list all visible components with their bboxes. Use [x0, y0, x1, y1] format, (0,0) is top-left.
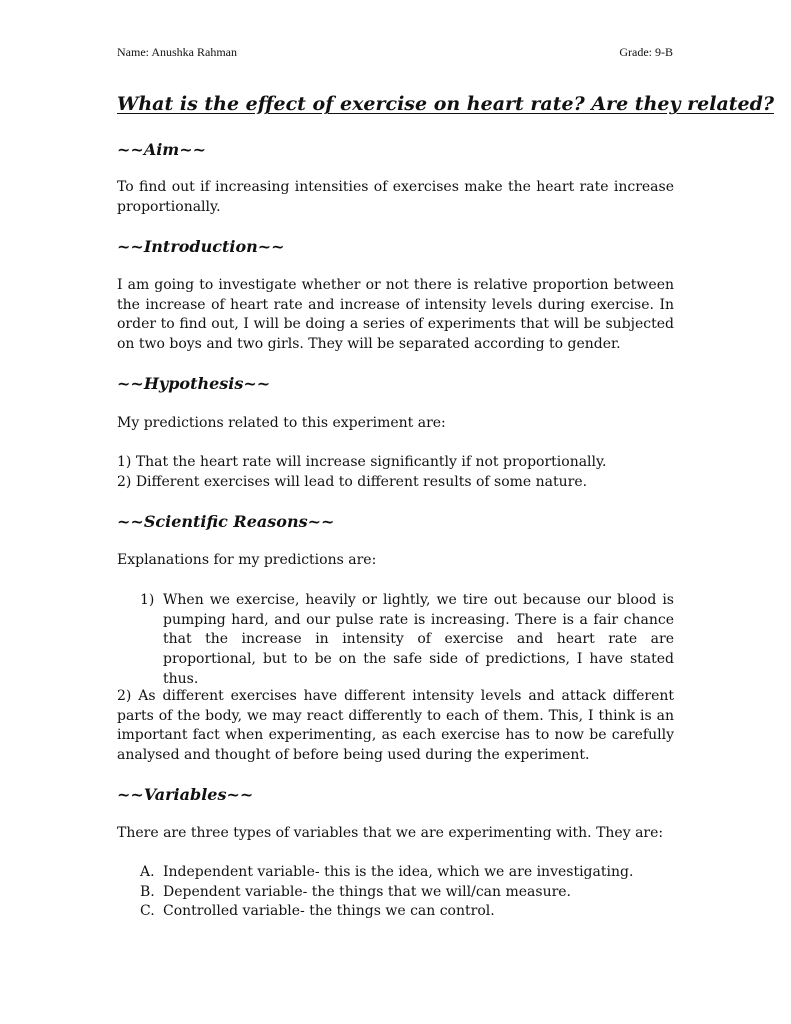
reason-item-1-text: When we exercise, heavily or lightly, we tire out because our blood is pumping hard, and our pulse rate is increasing. There is a fair chance that the increase in intensity of exercise and heart rate are proportional, but to be on the safe side of predictions, I have stated thus. — [163, 592, 674, 687]
reason-item-2: 2) As different exercises have different intensity levels and attack different parts of the body, we may react differently to each of them. This, I think is an important fact when experimenting, as each exercise has to now be carefully analysed and thought of before being used during the experiment. — [117, 688, 674, 764]
scientific-reasons-intro: Explanations for my predictions are: — [117, 552, 377, 568]
variable-item-b — [140, 883, 571, 903]
variable-item-b-text: Dependent variable- the things that we will/can measure. — [163, 884, 572, 900]
variables-heading: ~~Variables~~ — [117, 785, 254, 804]
scientific-reasons-heading: ~~Scientific Reasons~~ — [117, 512, 335, 531]
variable-item-b-marker: B. — [140, 884, 155, 900]
variable-item-a — [140, 863, 633, 883]
document-title: What is the effect of exercise on heart rate? Are they related? — [117, 93, 775, 115]
aim-heading: ~~Aim~~ — [117, 140, 207, 159]
variables-intro: There are three types of variables that we are experimenting with. They are: — [117, 825, 664, 841]
hypothesis-item-2: 2) Different exercises will lead to different results of some nature. — [117, 474, 588, 490]
hypothesis-heading: ~~Hypothesis~~ — [117, 374, 271, 393]
variable-item-c-marker: C. — [140, 903, 155, 919]
reason-item-1-marker: 1) — [140, 592, 155, 608]
hypothesis-intro: My predictions related to this experiment are: — [117, 415, 446, 431]
introduction-text: I am going to investigate whether or not there is relative proportion between the increase of heart rate and increase of intensity levels during exercise. In order to find out, I will be doing a series of experiments that will be subjected on two boys and two girls. They will be separated according to gender. — [117, 277, 674, 353]
hypothesis-item-1: 1) That the heart rate will increase significantly if not proportionally. — [117, 454, 607, 470]
variable-item-a-marker: A. — [140, 864, 155, 880]
introduction-heading: ~~Introduction~~ — [117, 237, 285, 256]
reason-item-1 — [140, 591, 674, 690]
student-grade: Grade: 9-B — [619, 45, 673, 59]
page-header — [117, 45, 673, 60]
variable-item-a-text: Independent variable- this is the idea, which we are investigating. — [163, 864, 634, 880]
student-name: Name: Anushka Rahman — [117, 45, 237, 59]
aim-text: To find out if increasing intensities of exercises make the heart rate increase proportionally. — [117, 179, 674, 215]
variable-item-c-text: Controlled variable- the things we can control. — [163, 903, 495, 919]
variable-item-c — [140, 902, 495, 922]
